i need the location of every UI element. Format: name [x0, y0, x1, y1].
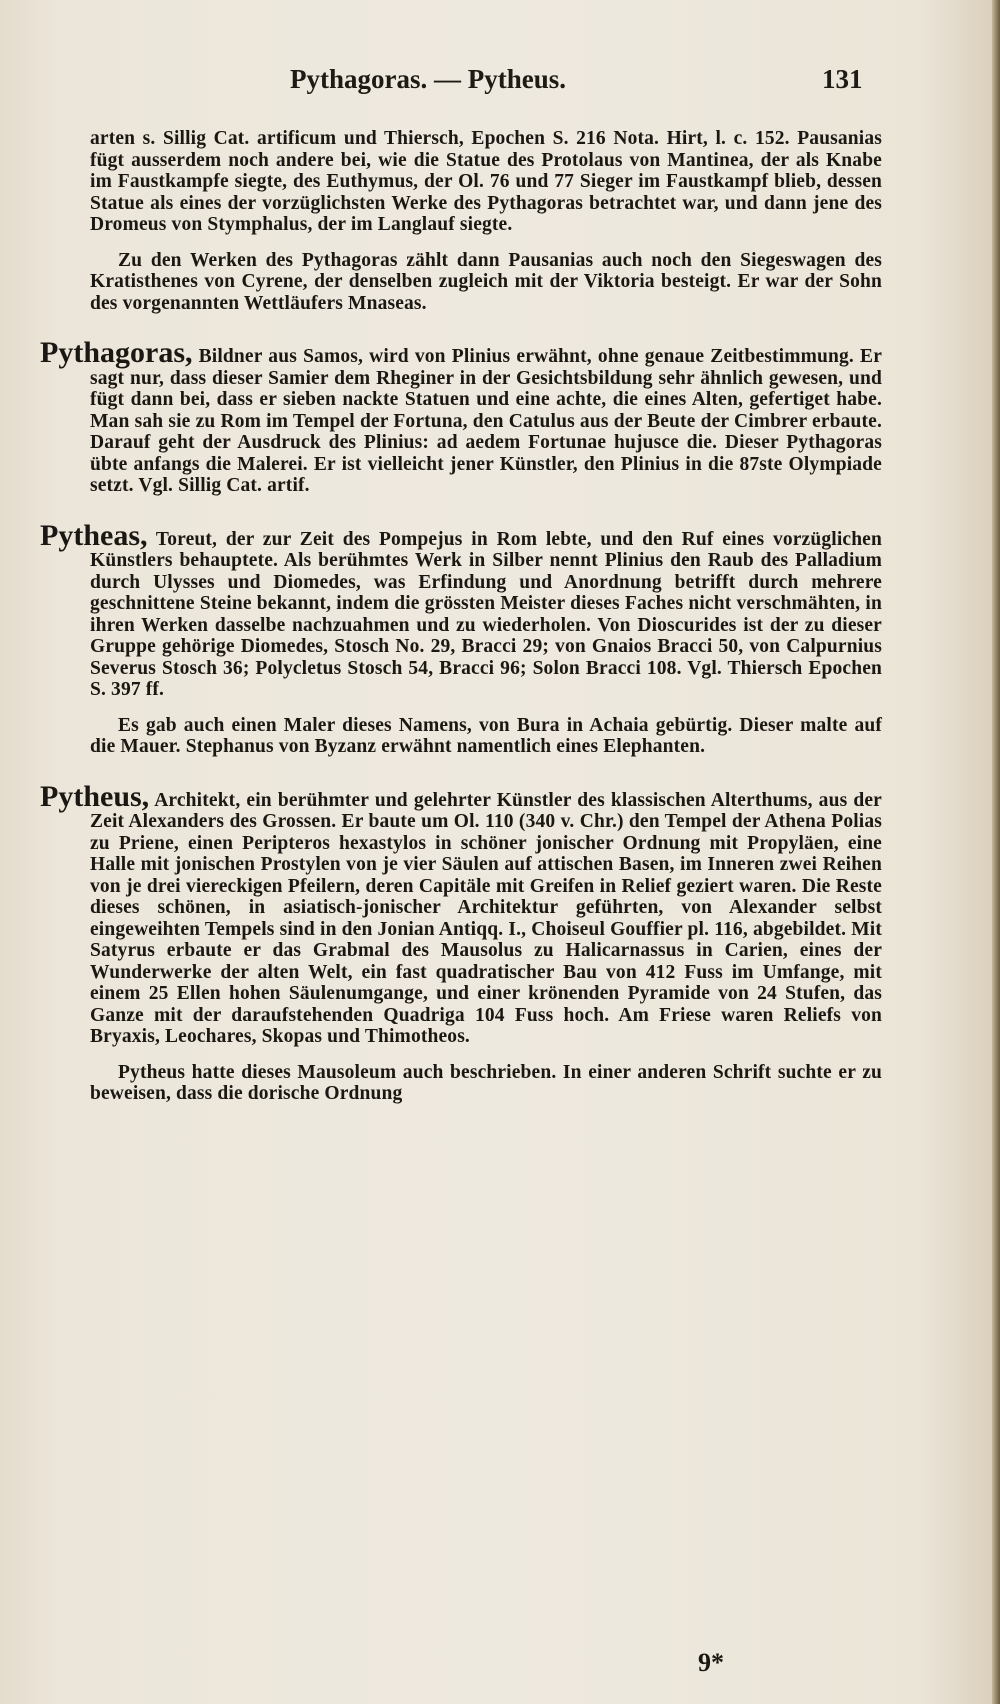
- entry-pytheus-text: Architekt, ein berühmter und gelehrter Künstler des klassischen Alterthums, aus der Zeit Alexanders des Grossen. Er baute um Ol. 110 (340 v. Chr.) den Tempel der Athena Polias zu Priene, einen Peripteros hexastylos in schöner jonischer Ordnung mit Propyläen, eine Halle mit jonischen Prostylen von je vier Säulen auf attischen Basen, im Inneren zwei Reihen von je drei viereckigen Pfeilern, deren Capitäle mit Greifen in Relief geziert waren. Die Reste dieses schönen, in asiatisch-jonischer Architektur geführten, von Alexander selbst eingeweihten Tempels sind in den Jonian Antiqq. I., Choiseul Gouffier pl. 116, abgebildet. Mit Satyrus erbaute er das Grabmal des Mausolus zu Halicarnassus in Carien, eines der Wunderwerke der alten Welt, ein fast quadratischer Bau von 412 Fuss im Umfange, mit einem 25 Ellen hohen Säulenumgange, und einer krönenden Pyramide von 24 Stufen, das Ganze mit der daraufstehenden Quadriga 104 Fuss hoch. Am Friese waren Reliefs von Bryaxis, Leochares, Skopas und Thimotheos.: [90, 789, 882, 1047]
- paragraph-pytheus-schrift: Pytheus hatte dieses Mausoleum auch beschrieben. In einer anderen Schrift suchte er zu beweisen, dass die dorische Ordnung: [90, 1061, 882, 1104]
- headword-pythagoras: Pythagoras,: [40, 336, 193, 369]
- entry-pytheus: [40, 779, 882, 1048]
- headword-pytheas: Pytheas,: [40, 518, 148, 552]
- page-header: [0, 64, 1000, 100]
- paragraph-pytheas-maler: Es gab auch einen Maler dieses Namens, von Bura in Achaia gebürtig. Dieser malte auf die Mauer. Stephanus von Byzanz erwähnt namentlich eines Elephanten.: [90, 714, 882, 757]
- page-body: [40, 128, 882, 1119]
- headword-pytheus: Pytheus,: [40, 779, 150, 813]
- page-number: 131: [822, 64, 863, 94]
- entry-pytheas-text: Toreut, der zur Zeit des Pompejus in Rom lebte, und den Ruf eines vorzüglichen Künstlers behauptete. Als berühmtes Werk in Silber nennt Plinius den Raub des Palladium durch Ulysses und Diomedes, was Erfindung und Anordnung betrifft durch mehrere geschnittene Steine bekannt, indem die grössten Meister dieses Faches nicht verschmähten, in ihren Werken dasselbe nachzuahmen und zu wiederholen. Von Dioscurides ist der zu dieser Gruppe gehörige Diomedes, Stosch No. 29, Bracci 29; von Gnaios Bracci 50, von Calpurnius Severus Stosch 36; Polycletus Stosch 54, Bracci 96; Solon Bracci 108. Vgl. Thiersch Epochen S. 397 ff.: [90, 528, 882, 700]
- entry-pythagoras: [40, 336, 882, 497]
- continuation-paragraph: arten s. Sillig Cat. artificum und Thiersch, Epochen S. 216 Nota. Hirt, l. c. 152. Pausanias fügt ausserdem noch andere bei, wie die Statue des Protolaus von Mantinea, der als Knabe im Faustkampfe siegte, des Euthymus, der Ol. 76 und 77 Sieger im Faustkampf blieb, dessen Statue als eines der vorzüglichsten Werke des Pythagoras betrachtet war, und dann jene des Dromeus von Stymphalus, der im Langlauf siegte.: [90, 128, 882, 235]
- printer-signature-mark: 9*: [698, 1648, 724, 1677]
- running-head: Pythagoras. — Pytheus.: [290, 64, 566, 94]
- entry-pythagoras-text: Bildner aus Samos, wird von Plinius erwähnt, ohne genaue Zeitbestimmung. Er sagt nur, dass dieser Samier dem Rheginer in der Gesichtsbildung sehr ähnlich gewesen, und fügt dann bei, dass er sieben nackte Statuen und eine achte, die eines Alten, gefertiget habe. Man sah sie zu Rom im Tempel der Fortuna, den Catulus aus der Beute der Cimbrer erbaute. Darauf geht der Ausdruck des Plinius: ad aedem Fortunae hujusce die. Dieser Pythagoras übte anfangs die Malerei. Er ist vielleicht jener Künstler, den Plinius in die 87ste Olympiade setzt. Vgl. Sillig Cat. artif.: [90, 346, 882, 496]
- paragraph-kratisthenes: Zu den Werken des Pythagoras zählt dann Pausanias auch noch den Siegeswagen des Kratisthenes von Cyrene, der denselben zugleich mit der Viktoria besteigt. Er war der Sohn des vorgenannten Wettläufers Mnaseas.: [90, 249, 882, 314]
- entry-pytheas: [40, 518, 882, 701]
